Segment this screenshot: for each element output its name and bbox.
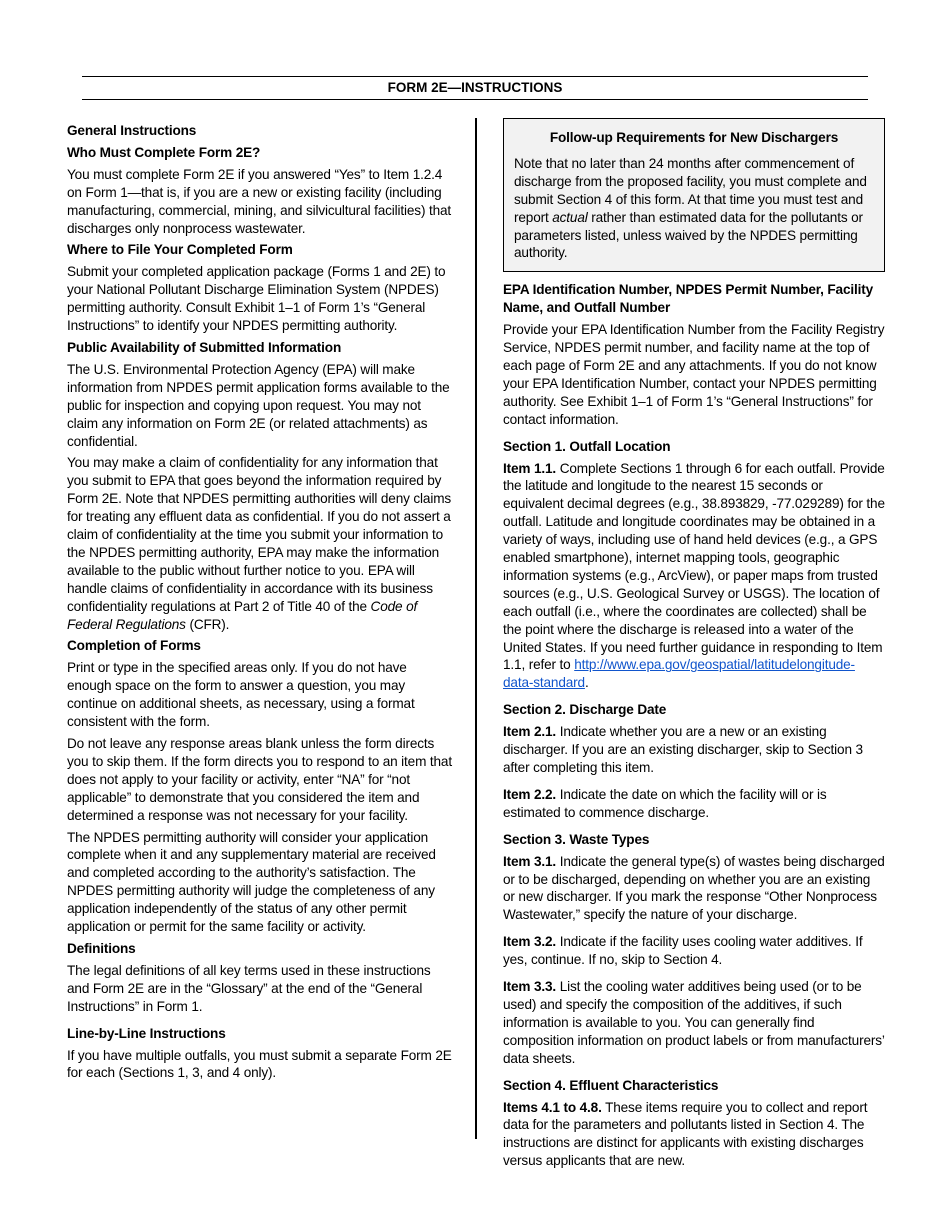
item-3-2-text: Item 3.2. Indicate if the facility uses cooling water additives. If yes, continue. If no, skip to Section 4.	[503, 934, 863, 968]
section-3-heading: Section 3. Waste Types	[503, 831, 650, 847]
line-by-line-text: If you have multiple outfalls, you must submit a separate Form 2E for each (Sections 1, 3, and 4 only).	[67, 1047, 452, 1081]
general-instructions-heading: General Instructions	[67, 123, 197, 138]
column-divider	[475, 118, 477, 1139]
follow-up-text: Note that no later than 24 months after commencement of discharge from the proposed facility, you must complete and submit Section 4 of this form. At that time you must test and report actual rather than estimated data for the pollutants or parameters listed, unless waived by the NPDES permitting authority.	[514, 155, 867, 261]
section-1-heading: Section 1. Outfall Location	[503, 438, 671, 454]
page-title: FORM 2E—INSTRUCTIONS	[82, 76, 868, 100]
epa-id-text: Provide your EPA Identification Number from the Facility Registry Service, NPDES permit number, and facility name at the top of each page of Form 2E and any attachments. If you do not know your EPA Identification Number, contact your NPDES permitting authority. See Exhibit 1–1 of Form 1’s “General Instructions” for contact information.	[503, 322, 885, 427]
left-column	[67, 122, 453, 1086]
item-4-1-text: Items 4.1 to 4.8. These items require you to collect and report data for the parameters and pollutants listed in Section 4. The instructions are distinct for applicants with existing discharges versus applicants that are new.	[503, 1099, 868, 1169]
follow-up-heading: Follow-up Requirements for New Dischargers	[549, 130, 839, 145]
completion-text-1: Print or type in the specified areas only. If you do not have enough space on the form to answer a question, you may continue on additional sheets, as necessary, using a format consistent with the form.	[67, 660, 415, 730]
where-to-file-heading: Where to File Your Completed Form	[67, 242, 293, 258]
where-to-file-text: Submit your completed application package (Forms 1 and 2E) to your National Pollutant Discharge Elimination System (NPDES) permitting authority. Consult Exhibit 1–1 of Form 1’s “General Instructions” to identify your NPDES permitting authority.	[67, 264, 446, 334]
line-by-line-heading: Line-by-Line Instructions	[67, 1025, 226, 1041]
completion-of-forms-heading: Completion of Forms	[67, 638, 201, 654]
follow-up-callout-box	[503, 118, 885, 272]
completion-text-2: Do not leave any response areas blank unless the form directs you to skip them. If the form directs you to respond to an item that does not apply to your facility or activity, enter “NA” for “not applicable” to demonstrate that you considered the item and determined a response was not necessary for your facility.	[67, 736, 452, 823]
section-4-heading: Section 4. Effluent Characteristics	[503, 1077, 719, 1093]
confidentiality-text: You may make a claim of confidentiality for any information that you submit to EPA that goes beyond the information required by Form 2E. Note that NPDES permitting authorities will deny claims for treating any effluent data as confidential. If you do not assert a claim of confidentiality at the time you submit your information to the NPDES permitting authority, EPA may make the information available to the public without further notice to you. EPA will handle claims of confidentiality in accordance with its business confidentiality regulations at Part 2 of Title 40 of the Code of Federal Regulations (CFR).	[67, 455, 452, 632]
item-1-1-text: Item 1.1. Complete Sections 1 through 6 for each outfall. Provide the latitude and longitude to the nearest 15 seconds or equivalent decimal degrees (e.g., 38.893829, -77.029289) for the outfall. Latitude and longitude coordinates may be obtained in a variety of ways, including use of hand held devices (e.g., a GPS enabled smartphone), internet mapping tools, geographic information systems (e.g., ArcView), or paper maps from trusted sources (e.g., U.S. Geological Survey or USGS). The location of each outfall (i.e., where the coordinates are collected) shall be the point where the discharge is released into a water of the United States. If you need further guidance in responding to Item 1.1, refer to http://www.epa.gov/geospatial/latitudelongitude-data-standard.	[503, 460, 885, 691]
public-availability-text: The U.S. Environmental Protection Agency (EPA) will make information from NPDES permit application forms available to the public for inspection and copying upon request. You may not claim any information on Form 2E (or related attachments) as confidential.	[67, 361, 450, 449]
definitions-heading: Definitions	[67, 940, 136, 956]
epa-id-heading: EPA Identification Number, NPDES Permit Number, Facility Name, and Outfall Number	[503, 282, 874, 316]
right-column	[503, 118, 885, 1174]
public-availability-heading: Public Availability of Submitted Information	[67, 339, 342, 355]
definitions-text: The legal definitions of all key terms used in these instructions and Form 2E are in the “Glossary” at the end of the “General Instructions” in Form 1.	[67, 962, 431, 1014]
item-2-1-text: Item 2.1. Indicate whether you are a new or an existing discharger. If you are an existing discharger, skip to Section 3 after completing this item.	[503, 724, 863, 775]
latlong-standard-link[interactable]: http://www.epa.gov/geospatial/latitudelongitude-data-standard	[503, 657, 855, 691]
section-2-heading: Section 2. Discharge Date	[503, 702, 667, 718]
item-3-1-text: Item 3.1. Indicate the general type(s) of wastes being discharged or to be discharged, depending on whether you are an existing or new discharger. If you mark the response “Other Nonprocess Wastewater,” specify the nature of your discharge.	[503, 853, 885, 923]
who-must-complete-text: You must complete Form 2E if you answered “Yes” to Item 1.2.4 on Form 1—that is, if you are a new or existing facility (including manufacturing, commercial, mining, and silvicultural facilities) that discharges only nonprocess wastewater.	[67, 166, 452, 236]
who-must-complete-heading: Who Must Complete Form 2E?	[67, 144, 261, 160]
item-2-2-text: Item 2.2. Indicate the date on which the facility will or is estimated to commence discharge.	[503, 786, 827, 820]
item-3-3-text: Item 3.3. List the cooling water additives being used (or to be used) and specify the composition of the additives, if such information is available to you. You can generally find composition information on product labels or from manufacturers’ data sheets.	[503, 979, 885, 1066]
completion-text-3: The NPDES permitting authority will consider your application complete when it and any supplementary material are received and completed according to the authority’s satisfaction. The NPDES permitting authority will judge the completeness of any application independently of the status of any other permit application or permit for the same facility or activity.	[67, 829, 436, 935]
